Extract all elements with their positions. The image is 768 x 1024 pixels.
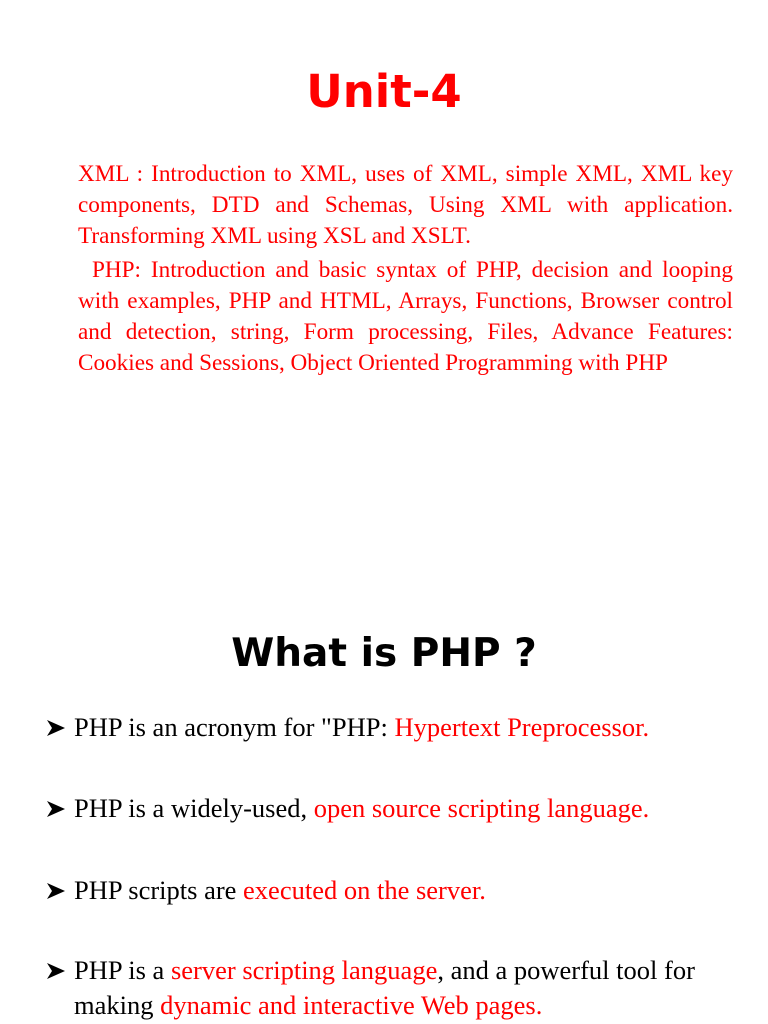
arrow-bullet-icon <box>46 882 66 900</box>
bullet-highlight: server scripting language <box>170 955 438 985</box>
slide-title: What is PHP ? <box>231 631 537 676</box>
bullet-text: PHP is a <box>74 955 171 985</box>
arrow-bullet-icon <box>46 719 66 737</box>
bullet-highlight: dynamic and interactive Web pages. <box>160 990 543 1020</box>
bullet-text: , and a powerful tool for making <box>74 955 695 1020</box>
bullet-highlight: executed on the server. <box>243 875 486 905</box>
syllabus-text <box>78 159 733 379</box>
php-syllabus-paragraph: PHP: Introduction and basic syntax of PHP, decision and looping with examples, PHP and HTML, Arrays, Functions, Browser control and detection, string, Form processing, Files, Advance Features: Cookies and Sessions, Object Oriented Programming with PHP <box>78 257 733 376</box>
unit-title: Unit-4 <box>306 65 462 118</box>
arrow-bullet-icon <box>46 962 66 980</box>
bullet-item <box>46 953 746 1023</box>
bullet-highlight: Hypertext Preprocessor. <box>394 712 650 742</box>
bullet-highlight: open source scripting language. <box>313 793 650 823</box>
bullet-item <box>46 710 649 745</box>
bullet-text: PHP is a widely-used, <box>74 793 314 823</box>
slide-what-is-php <box>0 512 768 1024</box>
bullet-text: PHP scripts are <box>74 875 244 905</box>
bullet-item <box>46 791 649 826</box>
bullet-item <box>46 873 486 908</box>
xml-syllabus-paragraph: XML : Introduction to XML, uses of XML, simple XML, XML key components, DTD and Schemas, Using XML with application. Transforming XML using XSL and XSLT. <box>78 161 733 249</box>
bullet-text: PHP is an acronym for "PHP: <box>74 712 395 742</box>
arrow-bullet-icon <box>46 800 66 818</box>
